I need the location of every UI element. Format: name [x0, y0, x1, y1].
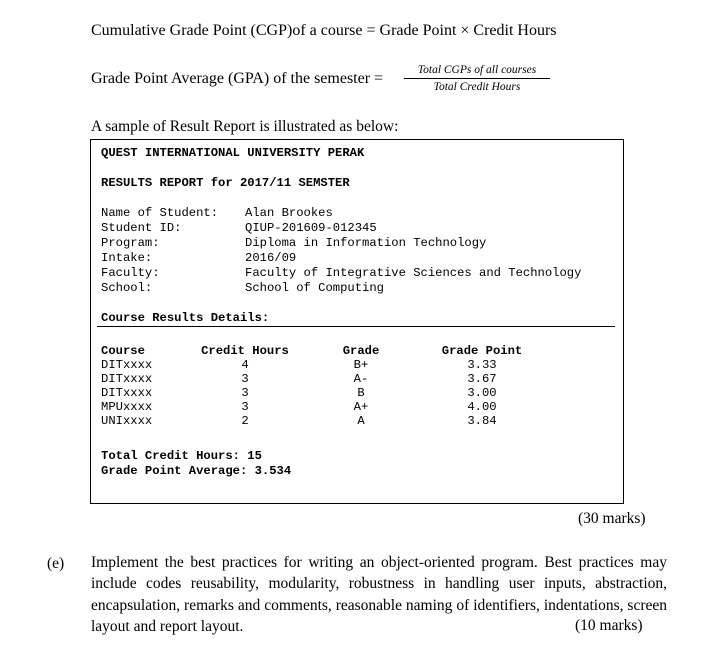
- intro-text: A sample of Result Report is illustrated as below:: [91, 118, 399, 135]
- header-grade-point: Grade Point: [441, 344, 523, 358]
- header-grade: Grade: [342, 344, 380, 358]
- field-label-intake: Intake:: [101, 251, 153, 265]
- details-heading: Course Results Details:: [101, 311, 270, 325]
- university-name: QUEST INTERNATIONAL UNIVERSITY PERAK: [101, 146, 365, 160]
- field-label-school: School:: [101, 281, 153, 295]
- gpa-result: Grade Point Average: 3.534: [101, 464, 292, 478]
- field-label-id: Student ID:: [101, 221, 182, 235]
- col-grade-point: [436, 344, 528, 428]
- marks-30: (30 marks): [578, 510, 646, 527]
- table-cell-credit: 3: [241, 372, 249, 386]
- marks-10: (10 marks): [575, 617, 643, 634]
- field-label-faculty: Faculty:: [101, 266, 160, 280]
- table-cell-grade-point: 4.00: [467, 400, 497, 414]
- col-course: [101, 344, 152, 428]
- gpa-denominator: Total Credit Hours: [433, 81, 521, 93]
- field-value-id: QIUP-201609-012345: [245, 221, 377, 235]
- field-label-program: Program:: [101, 236, 160, 250]
- table-cell-grade: B: [357, 386, 365, 400]
- table-cell-course: DITxxxx: [101, 372, 153, 386]
- report-title: RESULTS REPORT for 2017/11 SEMSTER: [101, 176, 350, 190]
- table-cell-credit: 4: [241, 358, 249, 372]
- question-label: (e): [47, 555, 65, 572]
- header-credit-hours: Credit Hours: [201, 344, 289, 358]
- table-cell-course: MPUxxxx: [101, 400, 153, 414]
- cgp-formula: Cumulative Grade Point (CGP)of a course = Grade Point × Credit Hours: [91, 22, 557, 39]
- table-cell-course: DITxxxx: [101, 358, 153, 372]
- table-cell-grade-point: 3.84: [467, 414, 497, 428]
- table-cell-course: DITxxxx: [101, 386, 153, 400]
- field-value-intake: 2016/09: [245, 251, 297, 265]
- table-cell-grade: A-: [353, 372, 369, 386]
- field-value-name: Alan Brookes: [245, 206, 333, 220]
- header-course: Course: [101, 344, 145, 358]
- field-value-school: School of Computing: [245, 281, 384, 295]
- total-credit-hours: Total Credit Hours: 15: [101, 449, 262, 463]
- question-text: Implement the best practices for writing an object-oriented program. Best practices may include codes reusability, modularity, robustness in handling user inputs, abstraction, encapsulation, remarks and comments, reasonable naming of identifiers, indentations, screen layout and report layout.: [91, 554, 667, 635]
- field-value-faculty: Faculty of Integrative Sciences and Technology: [245, 266, 582, 280]
- gpa-numerator: Total CGPs of all courses: [404, 64, 550, 79]
- gpa-formula-label: Grade Point Average (GPA) of the semester =: [91, 70, 384, 87]
- col-grade: [340, 344, 382, 428]
- table-cell-grade-point: 3.33: [467, 358, 497, 372]
- table-cell-grade: A+: [353, 400, 369, 414]
- table-cell-credit: 3: [241, 386, 249, 400]
- gpa-fraction: [404, 64, 550, 93]
- table-cell-grade-point: 3.67: [467, 372, 497, 386]
- field-value-program: Diploma in Information Technology: [245, 236, 487, 250]
- table-cell-credit: 3: [241, 400, 249, 414]
- table-cell-course: UNIxxxx: [101, 414, 153, 428]
- col-credit-hours: [196, 344, 294, 428]
- table-cell-grade: A: [357, 414, 365, 428]
- table-cell-grade: B+: [353, 358, 369, 372]
- table-cell-credit: 2: [241, 414, 249, 428]
- table-cell-grade-point: 3.00: [467, 386, 497, 400]
- details-divider: [97, 326, 615, 327]
- field-label-name: Name of Student:: [101, 206, 219, 220]
